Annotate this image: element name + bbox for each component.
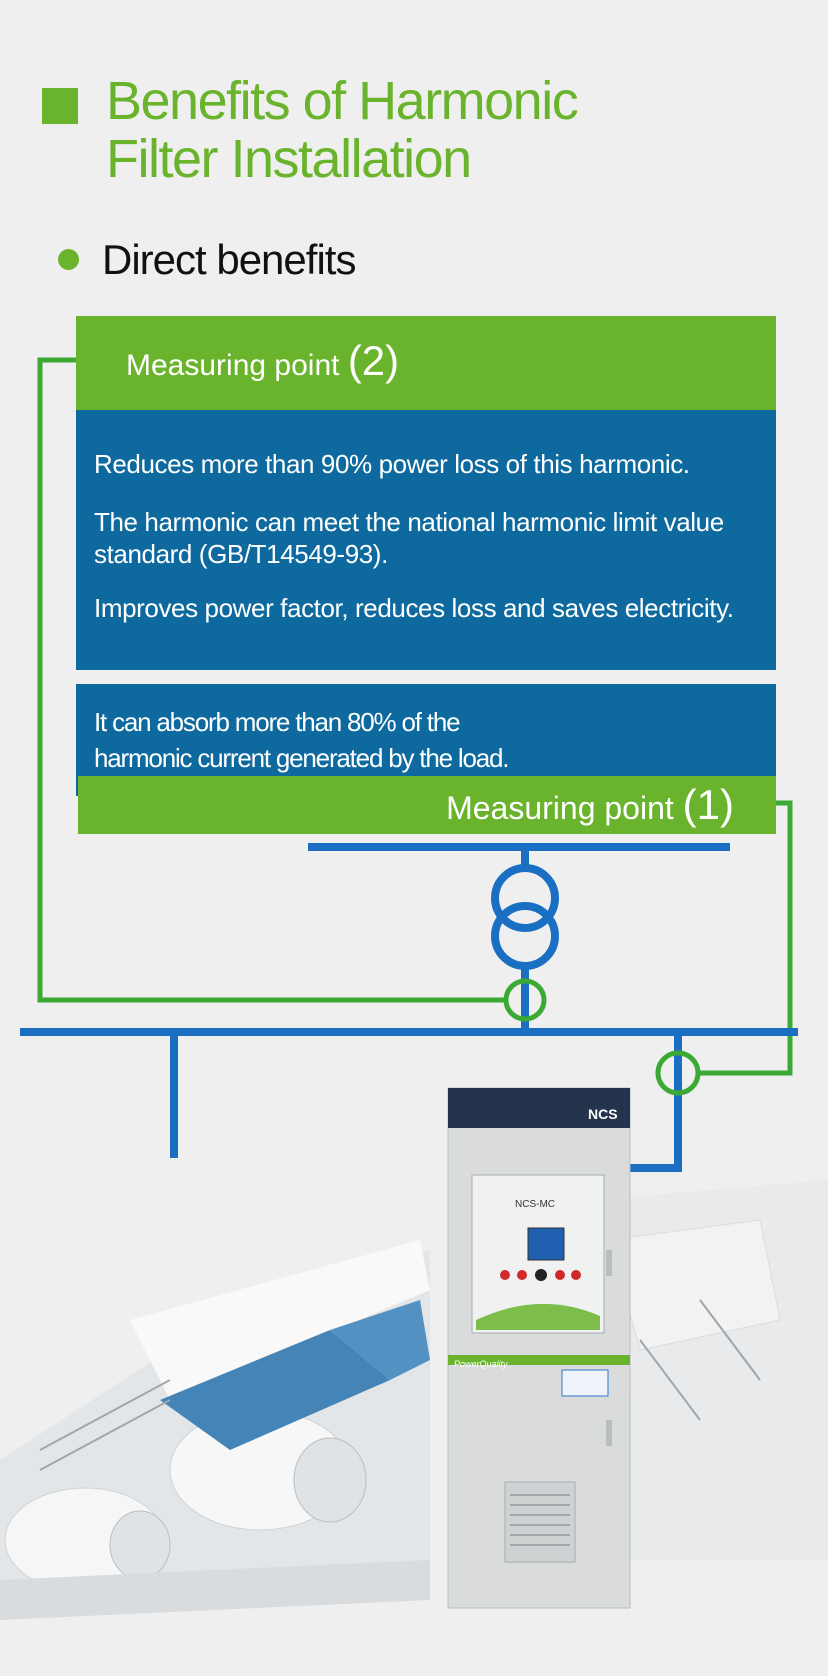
measuring-point-2-header bbox=[76, 316, 776, 410]
measuring-point-1-text: Measuring point bbox=[446, 790, 674, 826]
measuring-point-1-number: (1) bbox=[682, 781, 734, 828]
measuring-point-2-number: (2) bbox=[347, 337, 400, 384]
cabinet-badge: PowerQuality bbox=[454, 1359, 508, 1369]
paper-machine-illustration bbox=[0, 1180, 828, 1620]
point-2-benefits-box bbox=[76, 410, 776, 670]
section-subtitle: Direct benefits bbox=[102, 236, 356, 283]
measuring-point-2-text: Measuring point bbox=[126, 349, 340, 382]
title-line-2: Filter Installation bbox=[106, 129, 471, 189]
harmonic-filter-cabinet bbox=[448, 1088, 630, 1608]
title-line-1: Benefits of Harmonic bbox=[106, 71, 578, 131]
measuring-point-1-header bbox=[78, 776, 776, 834]
point-1-benefit-line-2: harmonic current generated by the load. bbox=[94, 743, 509, 773]
point-1-benefit-line-1: It can absorb more than 80% of the bbox=[94, 707, 460, 737]
benefit-item: The harmonic can meet the national harmonic limit value standard (GB/T14549-93). bbox=[94, 507, 724, 569]
measuring-point-1-label bbox=[446, 778, 734, 835]
cabinet-model-label: NCS-MC bbox=[515, 1199, 555, 1210]
benefit-item: Improves power factor, reduces loss and saves electricity. bbox=[94, 593, 734, 623]
point-1-benefit-text bbox=[94, 704, 654, 776]
measuring-point-2-label bbox=[126, 336, 399, 391]
cabinet-brand-logo: NCS bbox=[588, 1106, 618, 1122]
benefit-item: Reduces more than 90% power loss of this harmonic. bbox=[94, 449, 690, 479]
